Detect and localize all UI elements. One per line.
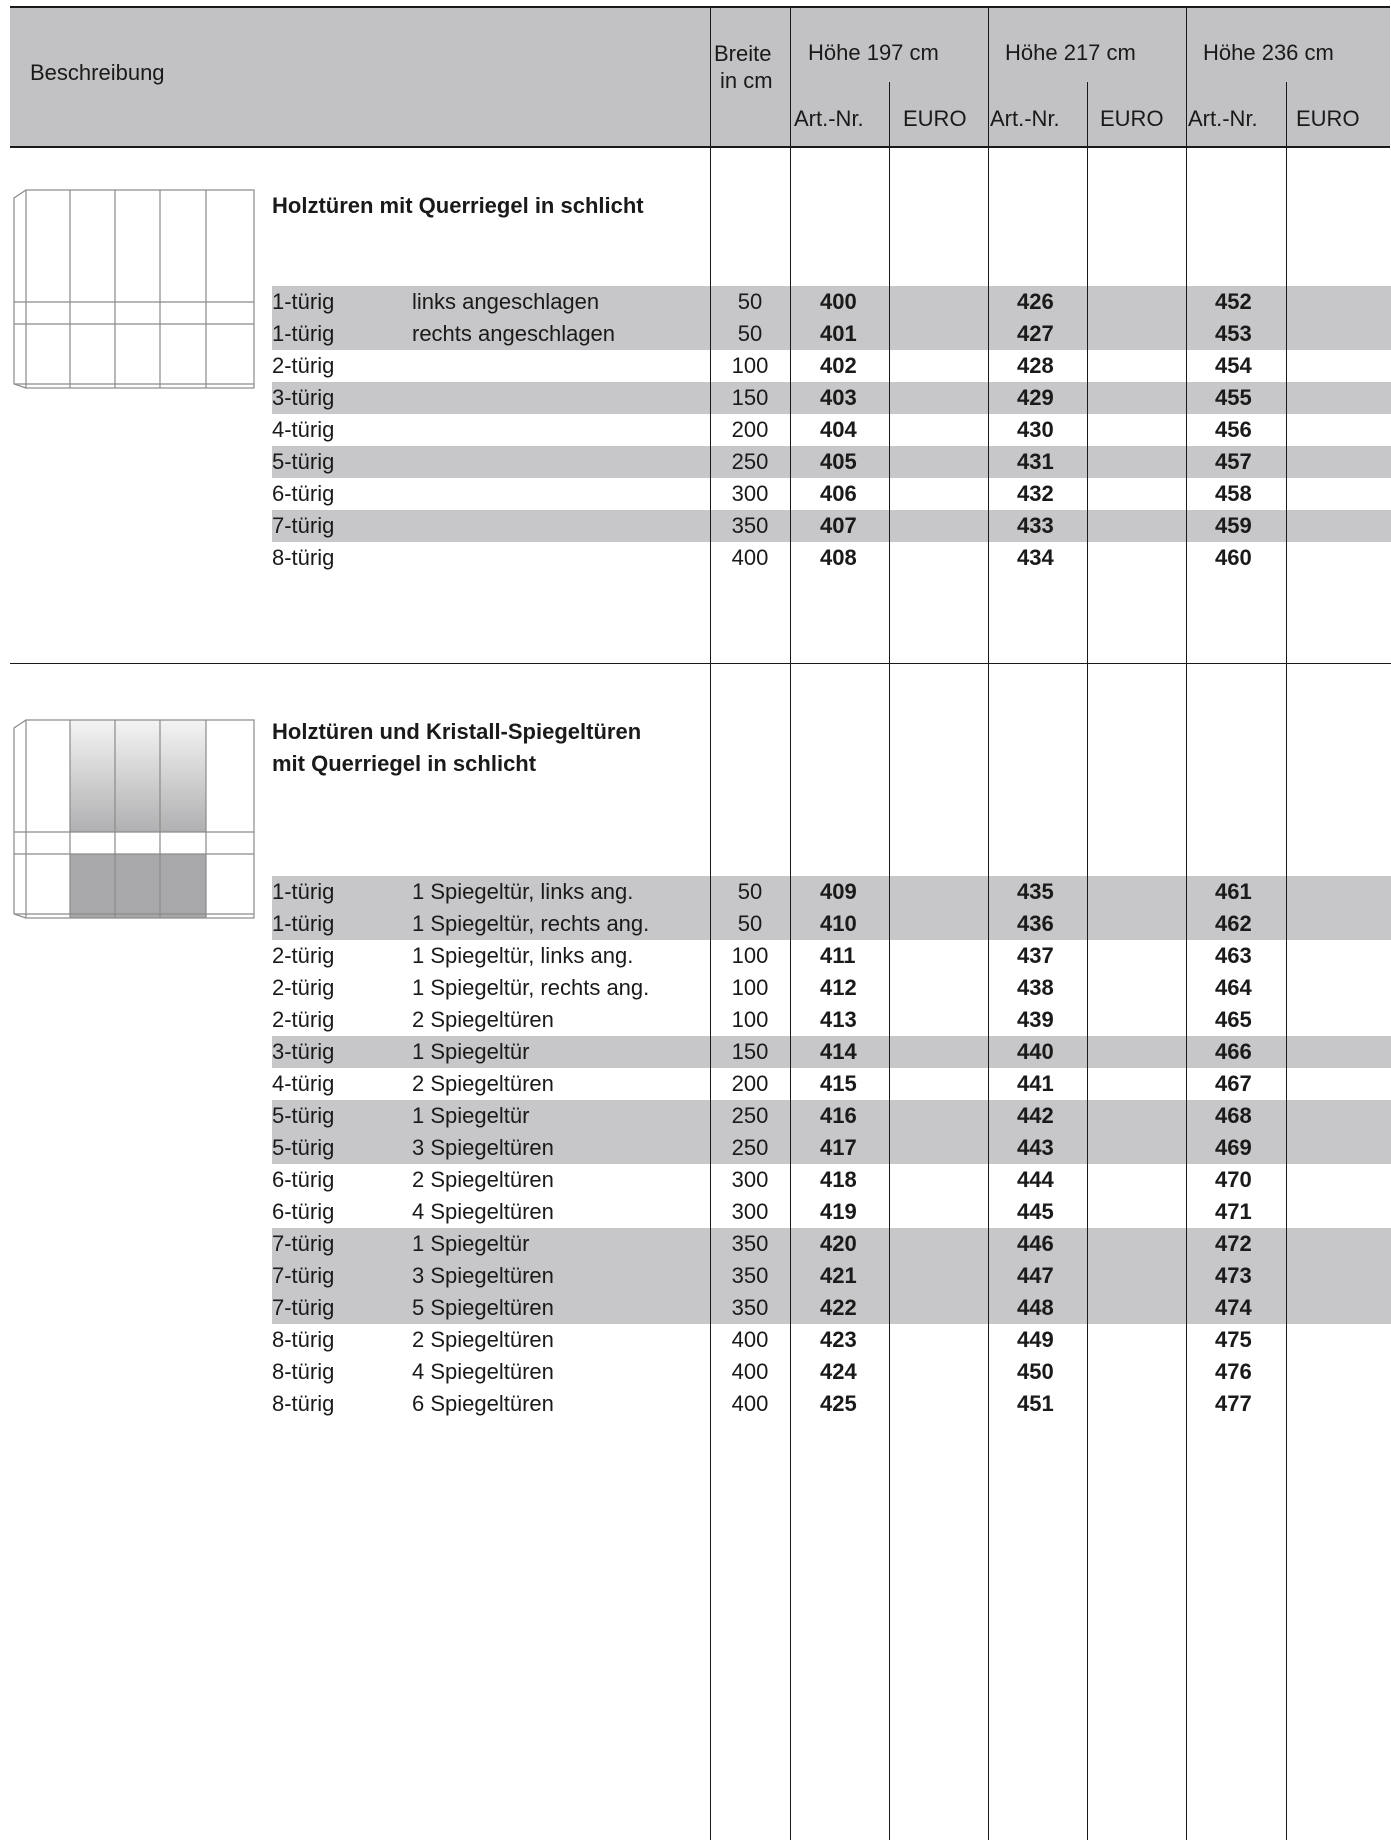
section-2-title-line-2: mit Querriegel in schlicht — [272, 751, 537, 776]
width-cm: 250 — [731, 449, 769, 474]
door-count: 6-türig — [272, 1199, 335, 1224]
art-nr-197: 412 — [820, 975, 857, 1000]
door-count: 1-türig — [272, 321, 335, 346]
art-nr-236: 475 — [1215, 1327, 1252, 1352]
column-divider — [1286, 82, 1287, 1840]
width-cm: 350 — [731, 513, 769, 538]
art-nr-236: 477 — [1215, 1391, 1252, 1416]
art-nr-197: 414 — [820, 1039, 857, 1064]
art-nr-236: 472 — [1215, 1231, 1252, 1256]
art-nr-197: 423 — [820, 1327, 857, 1352]
art-nr-197: 403 — [820, 385, 857, 410]
art-nr-197: 417 — [820, 1135, 857, 1160]
header-hoehe-217: Höhe 217 cm — [1005, 40, 1136, 65]
width-cm: 100 — [731, 1007, 769, 1032]
art-nr-217: 448 — [1017, 1295, 1054, 1320]
door-count: 1-türig — [272, 289, 335, 314]
door-count: 8-türig — [272, 1359, 335, 1384]
width-cm: 400 — [731, 1359, 769, 1384]
door-count: 5-türig — [272, 1103, 335, 1128]
width-cm: 200 — [731, 417, 769, 442]
door-description: 2 Spiegeltüren — [412, 1007, 554, 1032]
art-nr-197: 424 — [820, 1359, 857, 1384]
door-description: 1 Spiegeltür — [412, 1231, 530, 1256]
door-description: 6 Spiegeltüren — [412, 1391, 554, 1416]
art-nr-217: 446 — [1017, 1231, 1054, 1256]
header-breite: Breite — [714, 41, 772, 66]
width-cm: 300 — [731, 1167, 769, 1192]
art-nr-217: 433 — [1017, 513, 1054, 538]
column-divider — [710, 6, 711, 1840]
art-nr-236: 453 — [1215, 321, 1252, 346]
width-cm: 400 — [731, 1391, 769, 1416]
door-description: 5 Spiegeltüren — [412, 1295, 554, 1320]
art-nr-217: 450 — [1017, 1359, 1054, 1384]
width-cm: 400 — [731, 1327, 769, 1352]
door-count: 3-türig — [272, 385, 335, 410]
width-cm: 50 — [737, 321, 763, 346]
art-nr-217: 437 — [1017, 943, 1054, 968]
art-nr-197: 421 — [820, 1263, 857, 1288]
header-breite-unit: in cm — [720, 68, 773, 93]
art-nr-236: 474 — [1215, 1295, 1252, 1320]
width-cm: 100 — [731, 353, 769, 378]
width-cm: 50 — [737, 289, 763, 314]
door-description: 1 Spiegeltür, links ang. — [412, 879, 634, 904]
art-nr-236: 455 — [1215, 385, 1252, 410]
header-art-nr-217: Art.-Nr. — [990, 106, 1060, 131]
art-nr-236: 457 — [1215, 449, 1252, 474]
width-cm: 100 — [731, 975, 769, 1000]
width-cm: 300 — [731, 481, 769, 506]
art-nr-217: 436 — [1017, 911, 1054, 936]
door-count: 5-türig — [272, 449, 335, 474]
width-cm: 350 — [731, 1263, 769, 1288]
door-description: 4 Spiegeltüren — [412, 1199, 554, 1224]
width-cm: 350 — [731, 1295, 769, 1320]
door-count: 3-türig — [272, 1039, 335, 1064]
door-count: 7-türig — [272, 1263, 335, 1288]
art-nr-217: 441 — [1017, 1071, 1054, 1096]
art-nr-217: 442 — [1017, 1103, 1054, 1128]
art-nr-236: 459 — [1215, 513, 1252, 538]
table-header — [10, 6, 1390, 148]
art-nr-197: 419 — [820, 1199, 857, 1224]
art-nr-217: 440 — [1017, 1039, 1054, 1064]
width-cm: 250 — [731, 1103, 769, 1128]
art-nr-217: 435 — [1017, 879, 1054, 904]
width-cm: 350 — [731, 1231, 769, 1256]
art-nr-197: 416 — [820, 1103, 857, 1128]
art-nr-217: 451 — [1017, 1391, 1054, 1416]
wardrobe-mirror-doors-icon — [8, 718, 258, 923]
art-nr-197: 413 — [820, 1007, 857, 1032]
art-nr-217: 432 — [1017, 481, 1054, 506]
column-divider — [988, 6, 989, 1840]
door-count: 2-türig — [272, 943, 335, 968]
art-nr-236: 458 — [1215, 481, 1252, 506]
width-cm: 400 — [731, 545, 769, 570]
door-description: 3 Spiegeltüren — [412, 1263, 554, 1288]
door-count: 1-türig — [272, 911, 335, 936]
header-beschreibung: Beschreibung — [30, 60, 165, 85]
art-nr-197: 408 — [820, 545, 857, 570]
width-cm: 150 — [731, 385, 769, 410]
art-nr-217: 430 — [1017, 417, 1054, 442]
art-nr-197: 407 — [820, 513, 857, 538]
column-divider — [889, 82, 890, 1840]
art-nr-197: 425 — [820, 1391, 857, 1416]
header-euro-217: EURO — [1100, 106, 1164, 131]
art-nr-236: 464 — [1215, 975, 1252, 1000]
door-count: 7-türig — [272, 1295, 335, 1320]
width-cm: 100 — [731, 943, 769, 968]
door-description: rechts angeschlagen — [412, 321, 616, 346]
column-divider — [1186, 6, 1187, 1840]
header-euro-197: EURO — [903, 106, 967, 131]
art-nr-197: 406 — [820, 481, 857, 506]
width-cm: 150 — [731, 1039, 769, 1064]
door-description: 1 Spiegeltür, rechts ang. — [412, 975, 650, 1000]
door-count: 4-türig — [272, 1071, 335, 1096]
art-nr-217: 447 — [1017, 1263, 1054, 1288]
door-description: 2 Spiegeltüren — [412, 1167, 554, 1192]
art-nr-197: 422 — [820, 1295, 857, 1320]
section-divider — [10, 663, 1391, 664]
art-nr-197: 410 — [820, 911, 857, 936]
art-nr-197: 409 — [820, 879, 857, 904]
art-nr-236: 454 — [1215, 353, 1252, 378]
door-description: 3 Spiegeltüren — [412, 1135, 554, 1160]
art-nr-217: 438 — [1017, 975, 1054, 1000]
art-nr-197: 415 — [820, 1071, 857, 1096]
art-nr-217: 428 — [1017, 353, 1054, 378]
section-2-title-line-1: Holztüren und Kristall-Spiegeltüren — [272, 719, 642, 744]
art-nr-217: 449 — [1017, 1327, 1054, 1352]
door-count: 6-türig — [272, 481, 335, 506]
header-euro-236: EURO — [1296, 106, 1360, 131]
door-count: 2-türig — [272, 975, 335, 1000]
column-divider — [790, 6, 791, 1840]
art-nr-236: 461 — [1215, 879, 1252, 904]
art-nr-236: 465 — [1215, 1007, 1252, 1032]
art-nr-197: 418 — [820, 1167, 857, 1192]
door-description: 1 Spiegeltür — [412, 1039, 530, 1064]
art-nr-217: 445 — [1017, 1199, 1054, 1224]
art-nr-217: 434 — [1017, 545, 1054, 570]
art-nr-197: 401 — [820, 321, 857, 346]
header-hoehe-236: Höhe 236 cm — [1203, 40, 1334, 65]
art-nr-236: 452 — [1215, 289, 1252, 314]
door-description: 1 Spiegeltür, links ang. — [412, 943, 634, 968]
art-nr-236: 473 — [1215, 1263, 1252, 1288]
art-nr-236: 463 — [1215, 943, 1252, 968]
door-count: 6-türig — [272, 1167, 335, 1192]
column-divider — [1087, 82, 1088, 1840]
door-count: 8-türig — [272, 1391, 335, 1416]
door-description: 2 Spiegeltüren — [412, 1071, 554, 1096]
art-nr-236: 467 — [1215, 1071, 1252, 1096]
header-hoehe-197: Höhe 197 cm — [808, 40, 939, 65]
door-description: 1 Spiegeltür, rechts ang. — [412, 911, 650, 936]
width-cm: 50 — [737, 879, 763, 904]
art-nr-236: 471 — [1215, 1199, 1252, 1224]
art-nr-236: 460 — [1215, 545, 1252, 570]
art-nr-217: 429 — [1017, 385, 1054, 410]
art-nr-217: 426 — [1017, 289, 1054, 314]
door-description: 4 Spiegeltüren — [412, 1359, 554, 1384]
door-count: 8-türig — [272, 1327, 335, 1352]
art-nr-217: 444 — [1017, 1167, 1054, 1192]
width-cm: 50 — [737, 911, 763, 936]
art-nr-236: 468 — [1215, 1103, 1252, 1128]
art-nr-197: 402 — [820, 353, 857, 378]
art-nr-236: 476 — [1215, 1359, 1252, 1384]
door-count: 2-türig — [272, 353, 335, 378]
header-art-nr-236: Art.-Nr. — [1188, 106, 1258, 131]
art-nr-217: 427 — [1017, 321, 1054, 346]
art-nr-236: 462 — [1215, 911, 1252, 936]
width-cm: 300 — [731, 1199, 769, 1224]
width-cm: 200 — [731, 1071, 769, 1096]
door-count: 7-türig — [272, 513, 335, 538]
art-nr-197: 405 — [820, 449, 857, 474]
door-count: 4-türig — [272, 417, 335, 442]
art-nr-217: 439 — [1017, 1007, 1054, 1032]
door-description: 2 Spiegeltüren — [412, 1327, 554, 1352]
art-nr-217: 431 — [1017, 449, 1054, 474]
art-nr-236: 470 — [1215, 1167, 1252, 1192]
art-nr-217: 443 — [1017, 1135, 1054, 1160]
door-description: 1 Spiegeltür — [412, 1103, 530, 1128]
art-nr-236: 456 — [1215, 417, 1252, 442]
door-count: 8-türig — [272, 545, 335, 570]
wardrobe-wood-doors-icon — [8, 188, 258, 393]
section-1-title: Holztüren mit Querriegel in schlicht — [272, 193, 644, 218]
header-art-nr-197: Art.-Nr. — [794, 106, 864, 131]
art-nr-236: 469 — [1215, 1135, 1252, 1160]
door-count: 5-türig — [272, 1135, 335, 1160]
door-description: links angeschlagen — [412, 289, 600, 314]
art-nr-236: 466 — [1215, 1039, 1252, 1064]
art-nr-197: 400 — [820, 289, 857, 314]
door-count: 7-türig — [272, 1231, 335, 1256]
art-nr-197: 420 — [820, 1231, 857, 1256]
art-nr-197: 404 — [820, 417, 857, 442]
door-count: 1-türig — [272, 879, 335, 904]
width-cm: 250 — [731, 1135, 769, 1160]
door-count: 2-türig — [272, 1007, 335, 1032]
art-nr-197: 411 — [820, 943, 856, 968]
